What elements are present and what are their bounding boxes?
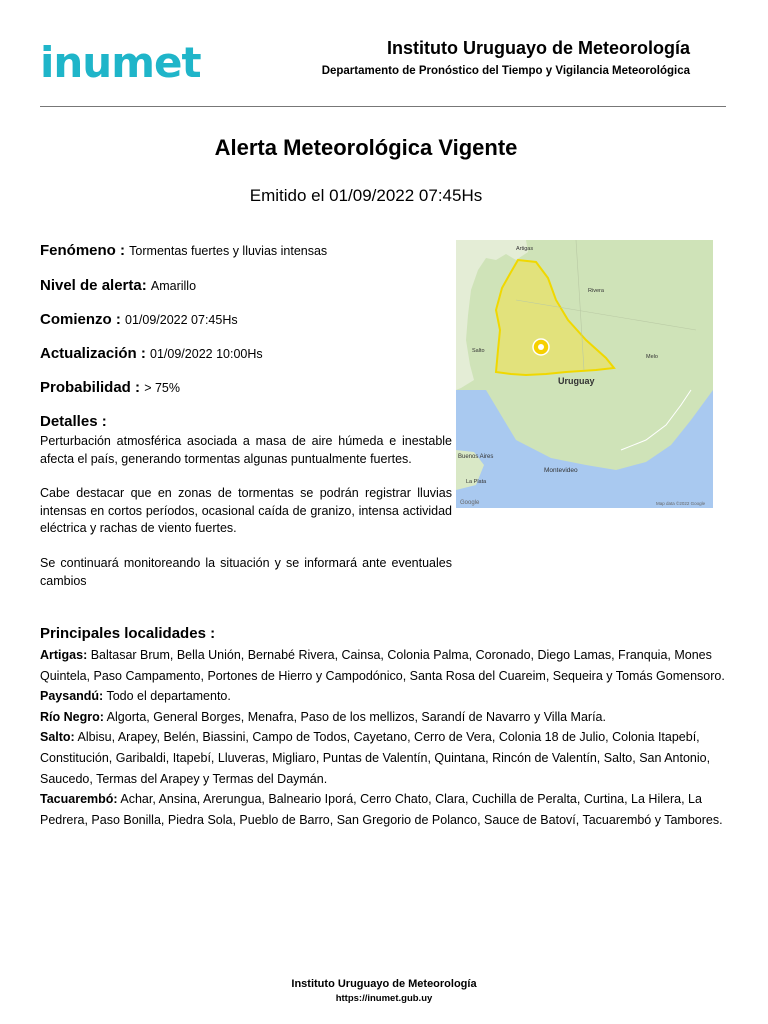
probabilidad-label: Probabilidad : bbox=[40, 379, 141, 396]
details-paragraph-1: Perturbación atmosférica asociada a masa de aire húmeda e inestable afecta el país, generando tormentas algunas puntualmente fuertes. bbox=[40, 434, 452, 466]
emitted-date: Emitido el 01/09/2022 07:45Hs bbox=[249, 186, 483, 205]
footer-url[interactable]: https://inumet.gub.uy bbox=[335, 993, 433, 1004]
field-actualizacion bbox=[40, 345, 263, 362]
details-paragraph-2: Cabe destacar que en zonas de tormentas se podrán registrar lluvias intensas en cortos períodos, ocasional caída de granizo, intensa actividad eléctrica y rachas de viento fuertes. bbox=[40, 486, 452, 535]
fenomeno-label: Fenómeno : bbox=[40, 242, 125, 259]
storm-icon-center bbox=[538, 344, 544, 350]
localidades-title: Principales localidades : bbox=[40, 625, 216, 642]
dept-name: Salto: bbox=[40, 730, 75, 745]
map-label-montevideo: Montevideo bbox=[544, 467, 578, 474]
comienzo-value: 01/09/2022 07:45Hs bbox=[125, 313, 238, 327]
alert-title: Alerta Meteorológica Vigente bbox=[214, 135, 518, 160]
dept-towns: Todo el departamento. bbox=[103, 689, 231, 704]
nivel-label: Nivel de alerta: bbox=[40, 277, 147, 294]
map-attribution: Map data ©2022 Google bbox=[656, 501, 706, 506]
map-label-uruguay: Uruguay bbox=[558, 376, 595, 386]
map-label-buenos-aires: Buenos Aires bbox=[458, 454, 494, 460]
dept-towns: Algorta, General Borges, Menafra, Paso de los mellizos, Sarandí de Navarro y Villa María. bbox=[103, 709, 606, 724]
localidad-paysandu bbox=[40, 686, 730, 707]
dept-name: Río Negro: bbox=[40, 709, 104, 724]
localidad-tacuarembo bbox=[40, 789, 730, 830]
localidad-salto bbox=[40, 727, 730, 789]
dept-name: Tacuarembó: bbox=[40, 792, 118, 807]
map-label-melo: Melo bbox=[646, 354, 658, 360]
probabilidad-value: > 75% bbox=[144, 381, 180, 395]
field-nivel bbox=[40, 277, 196, 294]
localidad-rio-negro bbox=[40, 707, 730, 728]
header-divider bbox=[40, 106, 726, 107]
details-paragraph-3: Se continuará monitoreando la situación y se informará ante eventuales cambios bbox=[40, 556, 452, 588]
org-title: Instituto Uruguayo de Meteorología bbox=[386, 38, 690, 58]
inumet-logo: inumet bbox=[40, 38, 201, 87]
map-label-la-plata: La Plata bbox=[466, 479, 487, 485]
comienzo-label: Comienzo : bbox=[40, 311, 121, 328]
localidades-list bbox=[40, 645, 730, 830]
dept-name: Paysandú: bbox=[40, 689, 104, 704]
map-google-logo: Google bbox=[460, 500, 480, 506]
map-label-rivera: Rivera bbox=[588, 288, 604, 294]
footer-org: Instituto Uruguayo de Meteorología bbox=[291, 978, 477, 990]
actualizacion-value: 01/09/2022 10:00Hs bbox=[150, 347, 263, 361]
dept-name: Artigas: bbox=[40, 648, 88, 662]
map-label-artigas: Artigas bbox=[516, 246, 534, 252]
org-subtitle: Departamento de Pronóstico del Tiempo y Vigilancia Meteorológica bbox=[321, 65, 690, 77]
dept-towns: Achar, Ansina, Arerungua, Balneario Iporá, Cerro Chato, Clara, Cuchilla de Peralta, Curtina, La Hilera, La Pedrera, Paso Bonilla, Piedra Sola, Pueblo de Barro, San Gregorio de Polanco, Sauce de Batoví, Tacuarembó y Tambores. bbox=[40, 792, 723, 827]
alert-map bbox=[456, 240, 713, 508]
field-probabilidad bbox=[40, 379, 180, 396]
details-title: Detalles : bbox=[40, 413, 107, 430]
field-comienzo bbox=[40, 311, 238, 328]
fenomeno-value: Tormentas fuertes y lluvias intensas bbox=[129, 244, 328, 258]
dept-towns: Albisu, Arapey, Belén, Biassini, Campo de Todos, Cayetano, Cerro de Vera, Colonia 18 de Julio, Colonia Itapebí, Constitución, Garibaldi, Itapebí, Lluveras, Migliaro, Puntas de Valentín, Quintana, Rincón de Valentín, Salto, San Antonio, Saucedo, Termas del Arapey y Termas del Daymán. bbox=[40, 730, 711, 786]
dept-towns: Baltasar Brum, Bella Unión, Bernabé Rivera, Cainsa, Colonia Palma, Coronado, Diego Lamas, Franquia, Mones Quintela, Paso Campamento, Portones de Hierro y Campodónico, Santa Rosa del Cuareim, Sequeira y Tomás Gomensoro. bbox=[40, 648, 725, 683]
map-label-salto: Salto bbox=[472, 348, 485, 354]
actualizacion-label: Actualización : bbox=[40, 345, 146, 362]
field-fenomeno bbox=[40, 242, 327, 259]
localidad-artigas bbox=[40, 645, 730, 686]
nivel-value: Amarillo bbox=[150, 279, 197, 293]
